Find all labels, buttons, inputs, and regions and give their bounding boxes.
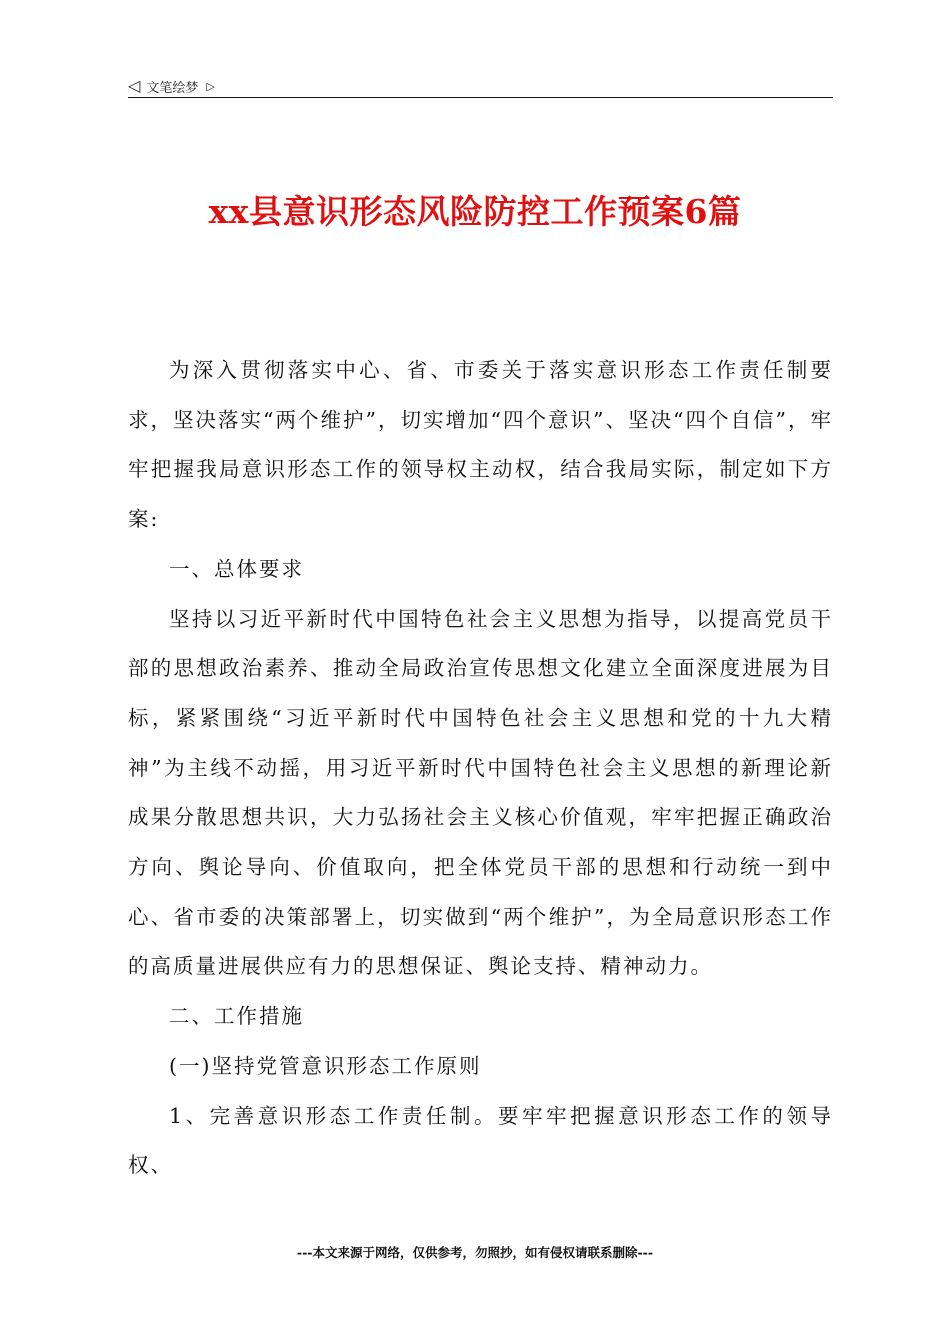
header-brand: 文笔绘梦 xyxy=(146,80,199,96)
triangle-left-icon: ◁ xyxy=(128,76,141,95)
paragraph-item-1: 1、完善意识形态工作责任制。要牢牢把握意识形态工作的领导权、 xyxy=(128,1103,833,1178)
section-heading-1: 一、总体要求 xyxy=(169,556,304,581)
page-header xyxy=(128,74,833,98)
page-footer: ---本文来源于网络，仅供参考，勿照抄，如有侵权请联系删除--- xyxy=(296,1245,654,1260)
subsection-heading-1: (一)坚持党管意识形态工作原则 xyxy=(169,1053,482,1078)
paragraph-intro: 为深入贯彻落实中心、省、市委关于落实意识形态工作责任制要求，坚决落实“两个维护”，切实增加“四个意识”、坚决“四个自信”，牢牢把握我局意识形态工作的领导权主动权，结合我局实际，制定如下方案: xyxy=(128,358,833,532)
document-title: xx县意识形态风险防控工作预案6篇 xyxy=(208,192,742,231)
header-divider xyxy=(128,97,833,98)
paragraph-overall-requirements: 坚持以习近平新时代中国特色社会主义思想为指导，以提高党员干部的思想政治素养、推动全局政治宣传思想文化建立全面深度进展为目标，紧紧围绕“习近平新时代中国特色社会主义思想和党的十九大精神”为主线不动摇，用习近平新时代中国特色社会主义思想的新理论新成果分散思想共识，大力弘扬社会主义核心价值观，牢牢把握正确政治方向、舆论导向、价值取向，把全体党员干部的思想和行动统一到中心、省市委的决策部署上，切实做到“两个维护”，为全局意识形态工作的高质量进展供应有力的思想保证、舆论支持、精神动力。 xyxy=(128,606,833,979)
document-body xyxy=(128,346,833,1191)
section-heading-2: 二、工作措施 xyxy=(169,1004,304,1029)
triangle-right-icon: ▷ xyxy=(206,79,215,93)
